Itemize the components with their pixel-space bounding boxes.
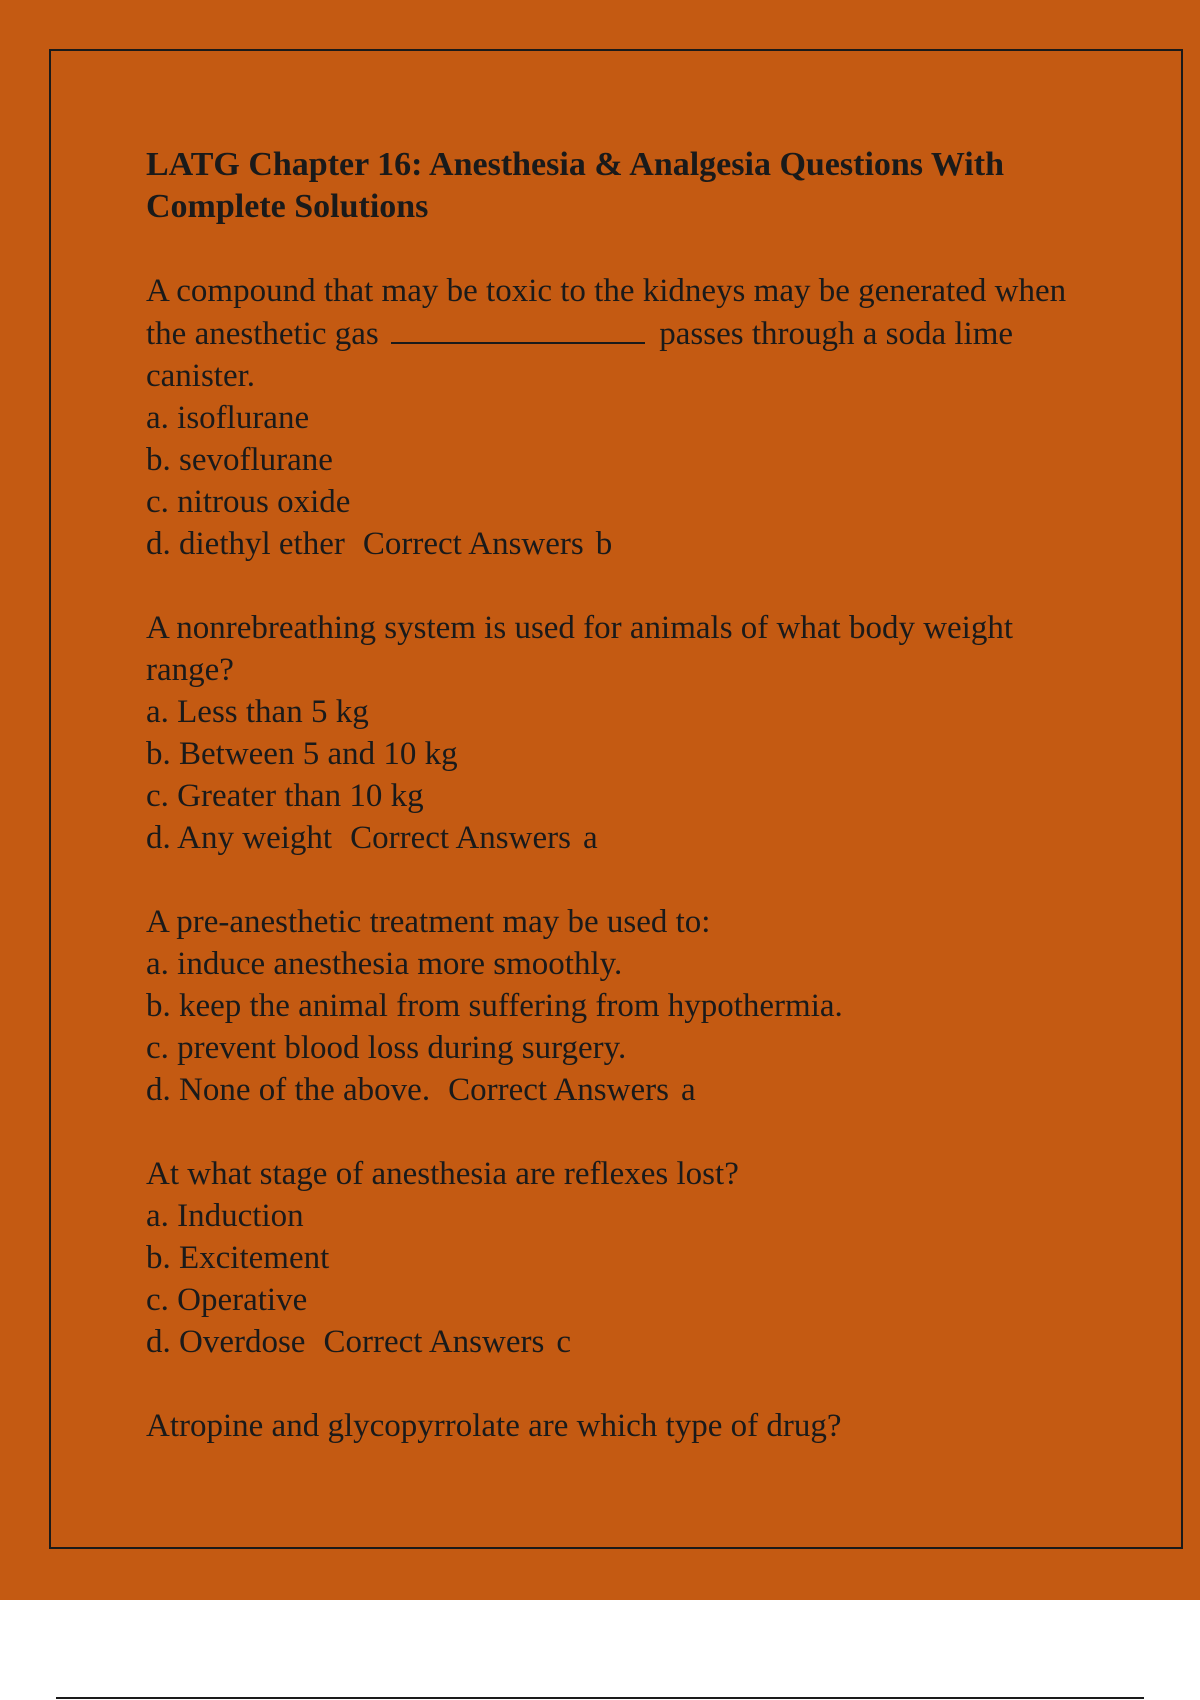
option-a: a. isoflurane bbox=[146, 400, 310, 436]
answer-blank bbox=[391, 312, 645, 344]
option-d-with-answer: d. diethyl ether Correct Answers b bbox=[146, 526, 613, 562]
option-b: b. sevoflurane bbox=[146, 442, 333, 478]
answer-letter: c bbox=[556, 1324, 571, 1360]
question-3 bbox=[146, 901, 1106, 1111]
option-d-with-answer: d. Overdose Correct Answers c bbox=[146, 1324, 571, 1360]
question-stem: At what stage of anesthesia are reflexes lost? bbox=[146, 1156, 739, 1192]
question-2 bbox=[146, 607, 1106, 859]
answer-letter: a bbox=[680, 1072, 696, 1108]
answer-label: Correct Answers bbox=[362, 526, 584, 562]
option-b: b. Excitement bbox=[146, 1240, 330, 1276]
question-stem: A compound that may be toxic to the kidneys may be generated when the anesthetic gas passes through a soda lime canister. bbox=[146, 273, 1067, 394]
option-d-with-answer: d. Any weight Correct Answers a bbox=[146, 820, 598, 856]
question-1 bbox=[146, 270, 1106, 565]
question-stem: A nonrebreathing system is used for animals of what body weight range? bbox=[146, 610, 1014, 688]
question-stem: A pre-anesthetic treatment may be used to: bbox=[146, 904, 711, 940]
document-title: LATG Chapter 16: Anesthesia & Analgesia Questions With Complete Solutions bbox=[146, 146, 1004, 225]
answer-label: Correct Answers bbox=[323, 1324, 545, 1360]
answer-label: Correct Answers bbox=[350, 820, 571, 856]
footer-divider bbox=[56, 1697, 1144, 1699]
option-a: a. induce anesthesia more smoothly. bbox=[146, 946, 623, 982]
question-stem: Atropine and glycopyrrolate are which type of drug? bbox=[146, 1408, 842, 1444]
option-b: b. keep the animal from suffering from hypothermia. bbox=[146, 988, 843, 1024]
answer-letter: a bbox=[582, 820, 598, 856]
question-5 bbox=[146, 1405, 1106, 1447]
option-c: c. Greater than 10 kg bbox=[146, 778, 424, 814]
document-content bbox=[146, 144, 1106, 1489]
answer-label: Correct Answers bbox=[448, 1072, 669, 1108]
option-b: b. Between 5 and 10 kg bbox=[146, 736, 458, 772]
option-c: c. prevent blood loss during surgery. bbox=[146, 1030, 627, 1066]
option-d-with-answer: d. None of the above. Correct Answers a bbox=[146, 1072, 696, 1108]
option-a: a. Induction bbox=[146, 1198, 304, 1234]
question-4 bbox=[146, 1153, 1106, 1363]
option-c: c. nitrous oxide bbox=[146, 484, 351, 520]
answer-letter: b bbox=[595, 526, 613, 562]
option-a: a. Less than 5 kg bbox=[146, 694, 369, 730]
option-c: c. Operative bbox=[146, 1282, 308, 1318]
